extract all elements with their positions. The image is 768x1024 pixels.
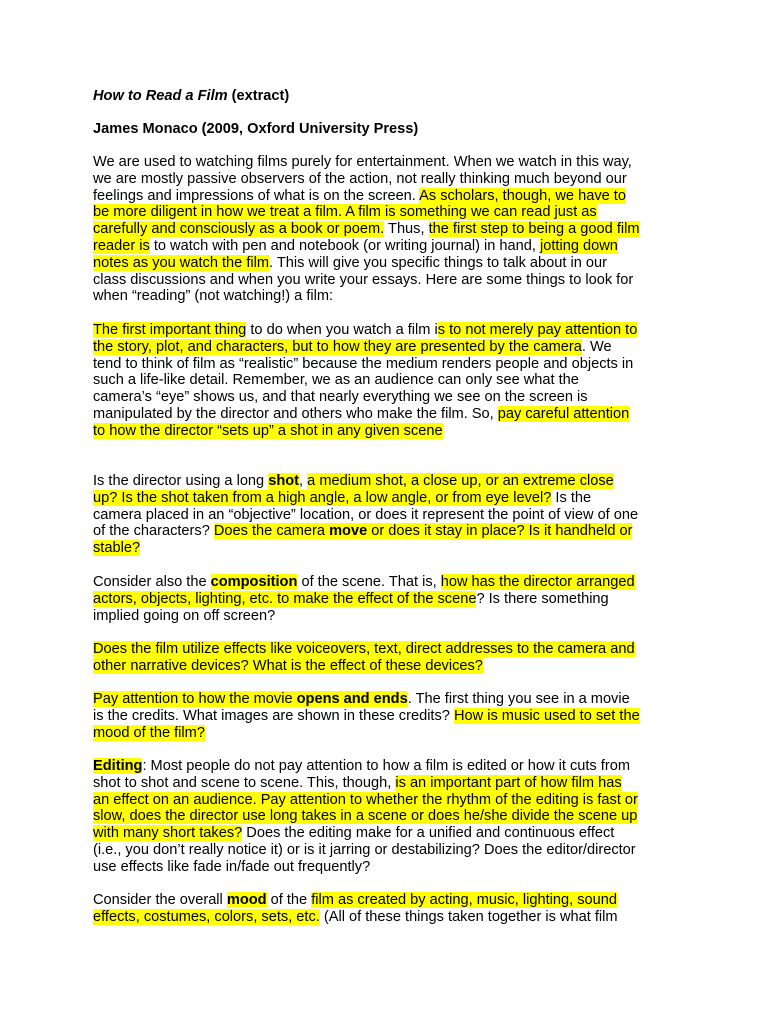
paragraph-line: [93, 825, 614, 842]
paragraph-line: [93, 608, 275, 625]
highlighted-text: Does the film utilize effects like voiceovers, text, direct addresses to the camera and: [93, 641, 635, 657]
text-run: . The first thing you see in a movie: [407, 691, 630, 707]
paragraph-line: [93, 892, 617, 909]
paragraph-line: [93, 389, 588, 406]
text-run: we are mostly passive observers of the action, not really thinking much beyond our: [93, 170, 627, 187]
text-run: class discussions and when you write your essays. Here are some things to look for: [93, 271, 634, 288]
paragraph-line: [93, 322, 637, 339]
paragraph-line: [93, 188, 626, 205]
paragraph-line: [93, 204, 597, 221]
highlighted-text: slow, does the director use long takes in a scene or does he/she divide the scene up: [93, 808, 638, 825]
text-run: to watch with pen and notebook (or writing journal) in hand,: [149, 238, 540, 254]
highlighted-text: jotting down: [540, 238, 618, 254]
highlighted-text: how has the director arranged: [440, 574, 635, 590]
highlighted-text: a medium shot, a close up, or an extreme close: [307, 473, 614, 489]
author-line: [93, 121, 418, 138]
highlighted-text: composition: [210, 574, 298, 590]
text-run: We are used to watching films purely for entertainment. When we watch in this way,: [93, 154, 632, 170]
paragraph-line: [93, 356, 633, 373]
paragraph-line: [93, 708, 640, 725]
paragraph-line: [93, 641, 635, 658]
paragraph-line: [93, 406, 629, 423]
text-run: Thus,: [384, 221, 429, 238]
text-run: camera’s “eye” shows us, and that nearly everything we see on the screen is: [93, 389, 588, 406]
highlighted-text: pay careful attention: [497, 406, 630, 422]
text-run: of the: [266, 892, 312, 908]
paragraph-line: [93, 272, 633, 289]
text-run: camera placed in an “objective” location, or does it represent the point of view of one: [93, 506, 639, 523]
text-run: ? Is there something: [476, 590, 609, 607]
text-run: : Most people do not pay attention to how a film is edited or how it cuts from: [142, 758, 630, 774]
paragraph-line: [93, 540, 140, 557]
paragraph-line: [93, 255, 607, 272]
highlighted-text: mood of the film?: [93, 724, 205, 741]
paragraph-line: [93, 909, 618, 926]
highlighted-text: Pay attention to how the movie: [93, 691, 297, 707]
paragraph-line: [93, 339, 612, 356]
paragraph-line: [93, 221, 640, 238]
text-run: is the credits. What images are shown in these credits?: [93, 707, 454, 724]
highlighted-text: Does the camera: [213, 523, 330, 540]
highlighted-text: is an important part of how film has: [395, 774, 622, 791]
text-run: shot to shot and scene to scene. This, though,: [93, 774, 396, 791]
highlighted-text: shot: [268, 473, 300, 489]
highlighted-text: actors, objects, lighting, etc. to make the effect of the scene: [93, 590, 477, 607]
highlighted-text: mood: [226, 892, 267, 908]
paragraph-line: [93, 591, 609, 608]
paragraph-line: [93, 792, 638, 809]
paragraph-line: [93, 523, 632, 540]
text-run: of the scene. That is,: [297, 574, 441, 590]
text-run: Consider the overall: [93, 892, 227, 908]
paragraph-line: [93, 859, 370, 876]
text-run: . We: [581, 338, 612, 355]
paragraph-line: [93, 658, 483, 675]
paragraph-line: [93, 154, 632, 171]
highlighted-text: carefully and consciously as a book or poem.: [93, 221, 385, 238]
text-run: use effects like fade in/fade out frequently?: [93, 858, 371, 875]
highlighted-text: up? Is the shot taken from a high angle, a low angle, or from eye level?: [93, 489, 552, 506]
highlighted-text: with many short takes?: [93, 825, 243, 842]
highlighted-text: How is music used to set the: [453, 707, 640, 724]
text-run: . This will give you specific things to talk about in our: [269, 254, 608, 271]
highlighted-text: effects, costumes, colors, sets, etc.: [93, 908, 320, 925]
document-title: [93, 88, 289, 105]
text-run: Is the: [551, 489, 592, 506]
highlighted-text: opens and ends: [296, 691, 408, 707]
paragraph-line: [93, 171, 627, 188]
text-run: (All of these things taken together is what film: [319, 908, 618, 925]
highlighted-text: reader is: [93, 238, 150, 254]
paragraph-line: [93, 238, 618, 255]
highlighted-text: an effect on an audience. Pay attention to whether the rhythm of the editing is fast or: [93, 791, 638, 808]
highlighted-text: to how the director “sets up” a shot in any given scene: [93, 422, 443, 439]
paragraph-line: [93, 808, 637, 825]
author-text: James Monaco (2009, Oxford University Press): [93, 121, 419, 137]
text-run: to do when you watch a film i: [246, 322, 438, 338]
text-run: such a life-like detail. Remember, we as an audience can only see what the: [93, 372, 579, 389]
highlighted-text: other narrative devices? What is the effect of these devices?: [93, 657, 483, 674]
paragraph-line: [93, 473, 614, 490]
highlighted-text: Editing: [93, 758, 143, 774]
highlighted-text: stable?: [93, 540, 141, 557]
paragraph-line: [93, 574, 635, 591]
highlighted-text: be more diligent in how we treat a film. A film is something we can read just as: [93, 204, 597, 221]
text-run: Consider also the: [93, 574, 211, 590]
highlighted-text: film as created by acting, music, lighting, sound: [311, 892, 618, 908]
highlighted-text: The first important thing: [93, 322, 247, 338]
text-run: ,: [299, 473, 308, 489]
highlighted-text: s to not merely pay attention to: [437, 322, 638, 338]
highlighted-text: move: [329, 523, 368, 540]
text-run: manipulated by the director and others who make the film. So,: [93, 406, 498, 422]
paragraph-line: [93, 288, 333, 305]
highlighted-text: or does it stay in place? Is it handheld or: [367, 523, 633, 540]
paragraph-line: [93, 725, 205, 742]
title-italic: How to Read a Film: [93, 88, 228, 104]
text-run: implied going on off screen?: [93, 607, 276, 624]
paragraph-line: [93, 758, 630, 775]
highlighted-text: the first step to being a good film: [428, 221, 640, 238]
paragraph-line: [93, 372, 579, 389]
text-run: Is the director using a long: [93, 473, 269, 489]
text-run: when “reading” (not watching!) a film:: [93, 288, 334, 305]
text-run: (i.e., you don’t really notice it) or is it jarring or destabilizing? Does the editor/director: [93, 842, 636, 858]
paragraph-line: [93, 490, 591, 507]
title-suffix: (extract): [227, 88, 290, 104]
paragraph-line: [93, 842, 636, 859]
text-run: tend to think of film as “realistic” because the medium renders people and objects in: [93, 355, 634, 372]
paragraph-line: [93, 775, 622, 792]
text-run: of the characters?: [93, 523, 214, 540]
text-run: feelings and impressions of what is on the screen.: [93, 187, 420, 204]
highlighted-text: notes as you watch the film: [93, 254, 270, 271]
text-run: Does the editing make for a unified and continuous effect: [242, 825, 615, 842]
paragraph-line: [93, 691, 630, 708]
paragraph-line: [93, 507, 638, 524]
paragraph-line: [93, 423, 443, 440]
highlighted-text: As scholars, though, we have to: [419, 187, 626, 204]
highlighted-text: the story, plot, and characters, but to how they are presented by the camera: [93, 338, 582, 355]
